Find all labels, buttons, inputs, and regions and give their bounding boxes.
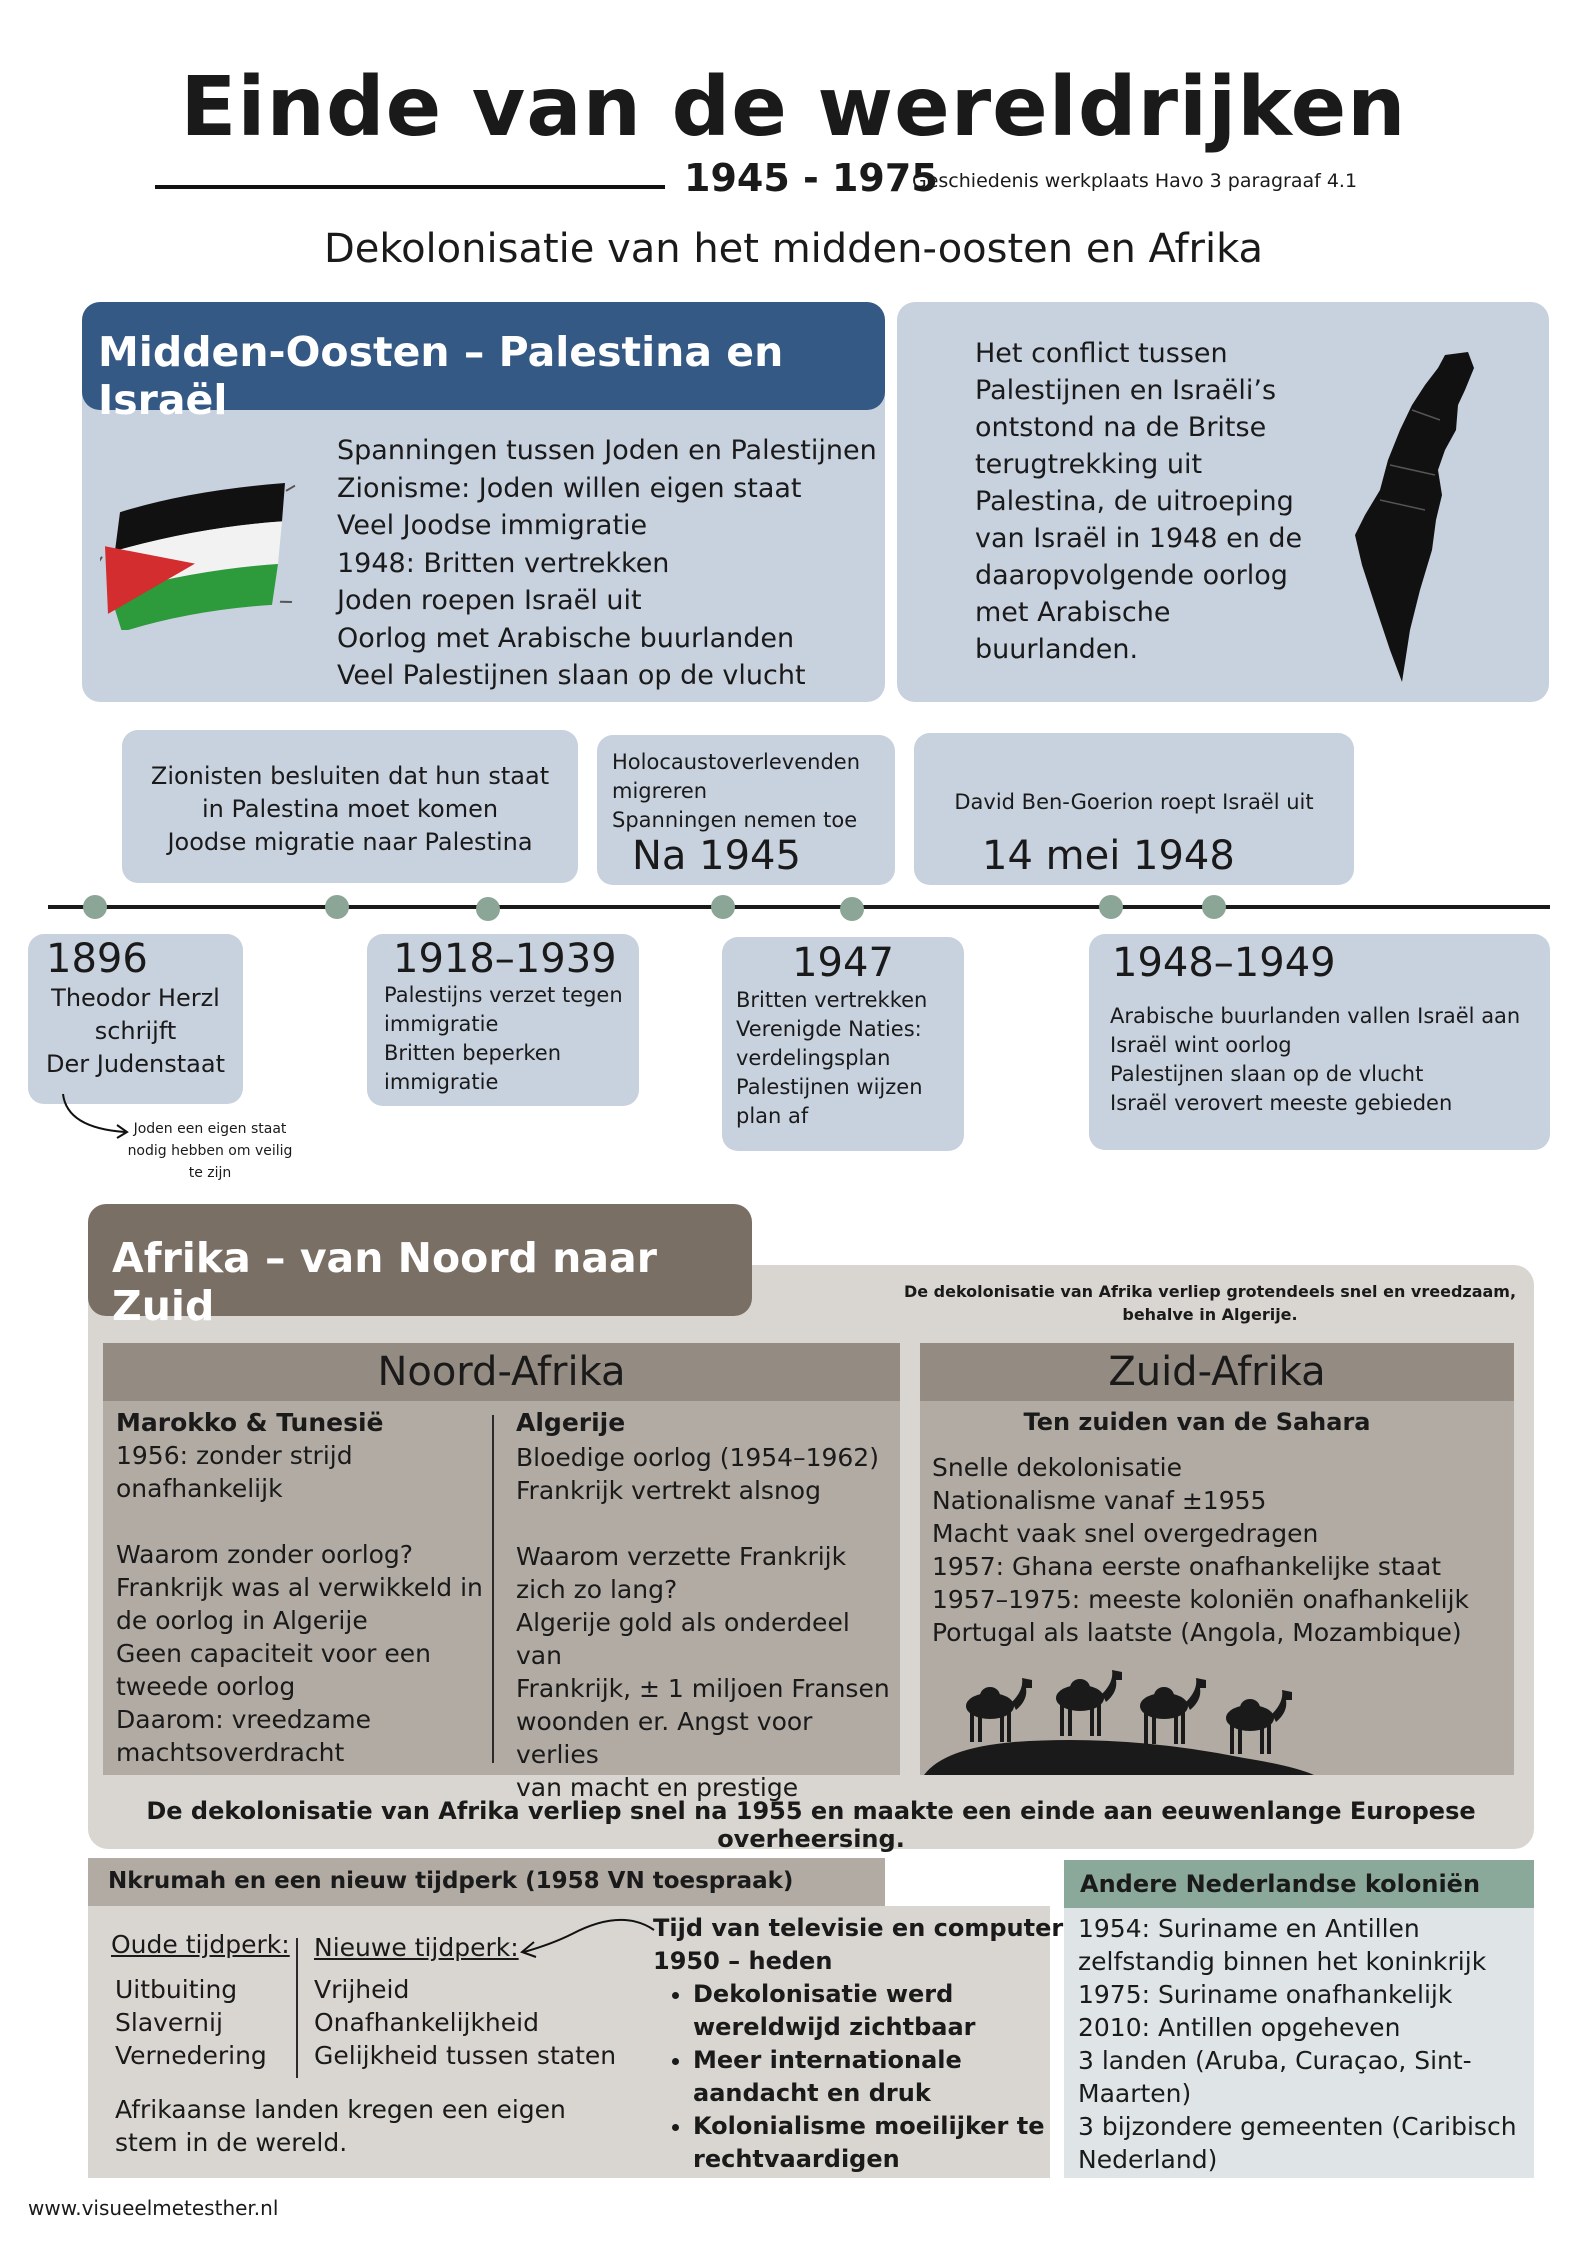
africa-note: De dekolonisatie van Afrika verliep grotendeels snel en vreedzaam, behalve in Algerije. [903,1282,1517,1324]
timeline-line: Der Judenstaat [46,1050,225,1078]
text-line: Waarom verzette Frankrijk [516,1542,847,1571]
algeria-text [516,1441,896,1804]
new-era-title: Nieuwe tijdperk: [314,1933,519,1962]
text-line: tweede oorlog [116,1672,296,1701]
text-line: Snelle dekolonisatie [932,1453,1182,1482]
list-item: Spanningen tussen Joden en Palestijnen [337,435,877,466]
text-line: Frankrijk vertrekt alsnog [516,1476,821,1505]
text-line: 3 landen (Aruba, Curaçao, Sint- [1078,2046,1472,2075]
conflict-text: Het conflict tussen Palestijnen en Israëli’s ontstond na de Britse terugtrekking uit Palestina, de uitroeping van Israël in 1948 en de daaropvolgende oorlog met Arabische buurlanden. [975,338,1303,665]
tv-era-title [653,1912,1063,1978]
timeline-dot [1202,895,1226,919]
title-line: 1950 – heden [653,1947,833,1975]
text-line: Daarom: vreedzame [116,1705,371,1734]
text-line: 1975: Suriname onafhankelijk [1078,1980,1453,2009]
list-item: Zionisme: Joden willen eigen staat [337,472,802,504]
dutch-colonies-heading: Andere Nederlandse koloniën [1064,1860,1534,1908]
text-line: machtsoverdracht [116,1738,345,1767]
timeline-year: 1896 [46,936,148,982]
column-divider [296,1938,298,2078]
text-line: 3 bijzondere gemeenten (Caribisch [1078,2112,1517,2141]
text-line: Algerije gold als onderdeel van [516,1608,850,1670]
algeria-title: Algerije [516,1408,626,1437]
text-line: zelfstandig binnen het koninkrijk [1078,1947,1487,1976]
old-era-title: Oude tijdperk: [111,1930,290,1959]
south-africa-heading: Zuid-Afrika [920,1343,1514,1401]
text-line: Maarten) [1078,2079,1192,2108]
list-item: • Meer internationale aandacht en druk [693,2044,1083,2110]
timeline-line: Theodor Herzl [51,984,220,1012]
period-years: 1945 - 1975 [684,156,938,200]
list-item: Slavernij [115,2008,223,2037]
timeline-card-1947-text [736,986,927,1131]
text-line: 2010: Antillen opgeheven [1078,2013,1401,2042]
timeline-dot [325,895,349,919]
timeline-card-1945-text [612,748,860,835]
list-item: 1948: Britten vertrekken [337,547,670,579]
text-line: Geen capaciteit voor een [116,1639,431,1668]
list-item: • Kolonialisme moeilijker te rechtvaardigen [693,2110,1083,2176]
timeline-line: Verenigde Naties: [736,1017,922,1041]
list-item: Veel Joodse immigratie [337,510,648,541]
text-line: zich zo lang? [516,1575,678,1604]
list-item: Vernedering [115,2041,267,2070]
palestine-flag-icon [100,475,300,630]
timeline-year: 14 mei 1948 [982,833,1235,879]
text-line: Waarom zonder oorlog? [116,1540,414,1569]
page-subtitle: Dekolonisatie van het midden-oosten en Afrika [323,226,1264,272]
curved-arrow-icon [512,1912,657,1958]
text-line: Nederland) [1078,2145,1218,2174]
text-line: 1956: zonder strijd [116,1441,353,1470]
title-rule [155,185,665,189]
text-line: Portugal als laatste (Angola, Mozambique) [932,1618,1462,1647]
timeline-line: Holocaustoverlevenden [612,750,861,774]
page-title: Einde van de wereldrijken [180,60,1407,155]
text-line: Frankrijk, ± 1 miljoen Fransen [516,1674,890,1703]
dutch-colonies-text [1078,1912,1528,2176]
list-item: Joden roepen Israël uit [337,585,642,616]
timeline-line: David Ben-Goerion roept Israël uit [954,790,1314,814]
timeline-card-1918-text [384,981,623,1097]
text-line: 1957: Ghana eerste onafhankelijke staat [932,1552,1442,1581]
note-line: Joden een eigen staat [133,1121,287,1137]
list-item: Uitbuiting [115,1975,238,2004]
timeline-dot [476,897,500,921]
tv-era-bullets [653,1978,1083,2176]
africa-conclusion: De dekolonisatie van Afrika verliep snel na 1955 en maakte een einde aan eeuwenlange Europese overheersing. [146,1797,1476,1853]
timeline-dot [83,895,107,919]
timeline-line: Israël verovert meeste gebieden [1110,1091,1453,1115]
timeline-axis [48,905,1550,909]
text-line: Bloedige oorlog (1954–1962) [516,1443,879,1472]
timeline-line: Palestijnen slaan op de vlucht [1110,1062,1424,1086]
footer-url[interactable]: www.visueelmetesther.nl [28,2196,279,2220]
timeline-line: immigratie [384,1012,499,1036]
timeline-line: Palestijnen wijzen [736,1075,923,1099]
timeline-line: Spanningen nemen toe [612,808,858,832]
timeline-line: Israël wint oorlog [1110,1033,1292,1057]
timeline-line: Palestijns verzet tegen [384,983,623,1007]
timeline-line: plan af [736,1104,809,1128]
morocco-tunisia-title: Marokko & Tunesië [116,1408,384,1437]
list-item: Veel Palestijnen slaan op de vlucht [337,660,806,691]
list-item: Gelijkheid tussen staten [314,2041,617,2070]
old-era-list [115,1973,267,2072]
text-line: Macht vaak snel overgedragen [932,1519,1319,1548]
timeline-line: Zionisten besluiten dat hun staat [150,762,550,790]
middle-east-points [337,432,877,695]
title-line: Tijd van televisie en computer [653,1914,1064,1942]
timeline-card-zionism-text [122,760,578,859]
timeline-line: schrijft [94,1017,177,1045]
list-item: • Dekolonisatie werd wereldwijd zichtbaar [693,1978,1083,2044]
timeline-line: in Palestina moet komen [201,795,499,823]
north-africa-heading: Noord-Afrika [103,1343,900,1401]
timeline-card-1896-text [28,982,243,1081]
herzl-note [120,1118,300,1184]
text-line: onafhankelijk [116,1474,283,1503]
timeline-year: 1947 [792,940,894,986]
list-item: Onafhankelijkheid [314,2008,539,2037]
column-divider [492,1415,494,1763]
morocco-tunisia-text [116,1439,486,1769]
list-item: Vrijheid [314,1975,410,2004]
timeline-year: Na 1945 [632,833,801,879]
timeline-dot [711,895,735,919]
text-line: van macht en prestige [516,1773,799,1802]
timeline-card-1948-1949-text [1110,1002,1520,1118]
camel-caravan-icon [924,1660,1334,1775]
note-line: te zijn [188,1165,232,1181]
text-line: Frankrijk was al verwikkeld in [116,1573,483,1602]
text-line: 1954: Suriname en Antillen [1078,1914,1420,1943]
south-africa-subheading: Ten zuiden van de Sahara [1023,1408,1371,1436]
nkrumah-heading: Nkrumah en een nieuw tijdperk (1958 VN toespraak) [88,1858,885,1906]
text-line: woonden er. Angst voor verlies [516,1707,813,1769]
timeline-line: migreren [612,779,708,803]
timeline-dot [1099,895,1123,919]
note-line: nodig hebben om veilig [127,1143,293,1159]
timeline-line: immigratie [384,1070,499,1094]
middle-east-heading: Midden-Oosten – Palestina en Israël [82,302,885,410]
timeline-line: Britten vertrekken [736,988,928,1012]
south-africa-text [932,1451,1502,1649]
timeline-year: 1948–1949 [1112,940,1336,986]
text-line: de oorlog in Algerije [116,1606,368,1635]
israel-map-icon [1350,350,1480,685]
text-line: 1957–1975: meeste koloniën onafhankelijk [932,1585,1470,1614]
timeline-line: Britten beperken [384,1041,562,1065]
timeline-dot [840,897,864,921]
course-reference: Geschiedenis werkplaats Havo 3 paragraaf 4.1 [912,170,1358,192]
timeline-year: 1918–1939 [393,936,617,982]
list-item: Oorlog met Arabische buurlanden [337,622,795,654]
text-line: Nationalisme vanaf ±1955 [932,1486,1267,1515]
timeline-line: Arabische buurlanden vallen Israël aan [1110,1004,1521,1028]
africa-heading: Afrika – van Noord naar Zuid [88,1204,752,1316]
nkrumah-closing: Afrikaanse landen kregen een eigen stem in de wereld. [115,2095,566,2157]
timeline-line: Joodse migratie naar Palestina [167,828,533,856]
timeline-line: verdelingsplan [736,1046,891,1070]
new-era-list [314,1973,616,2072]
